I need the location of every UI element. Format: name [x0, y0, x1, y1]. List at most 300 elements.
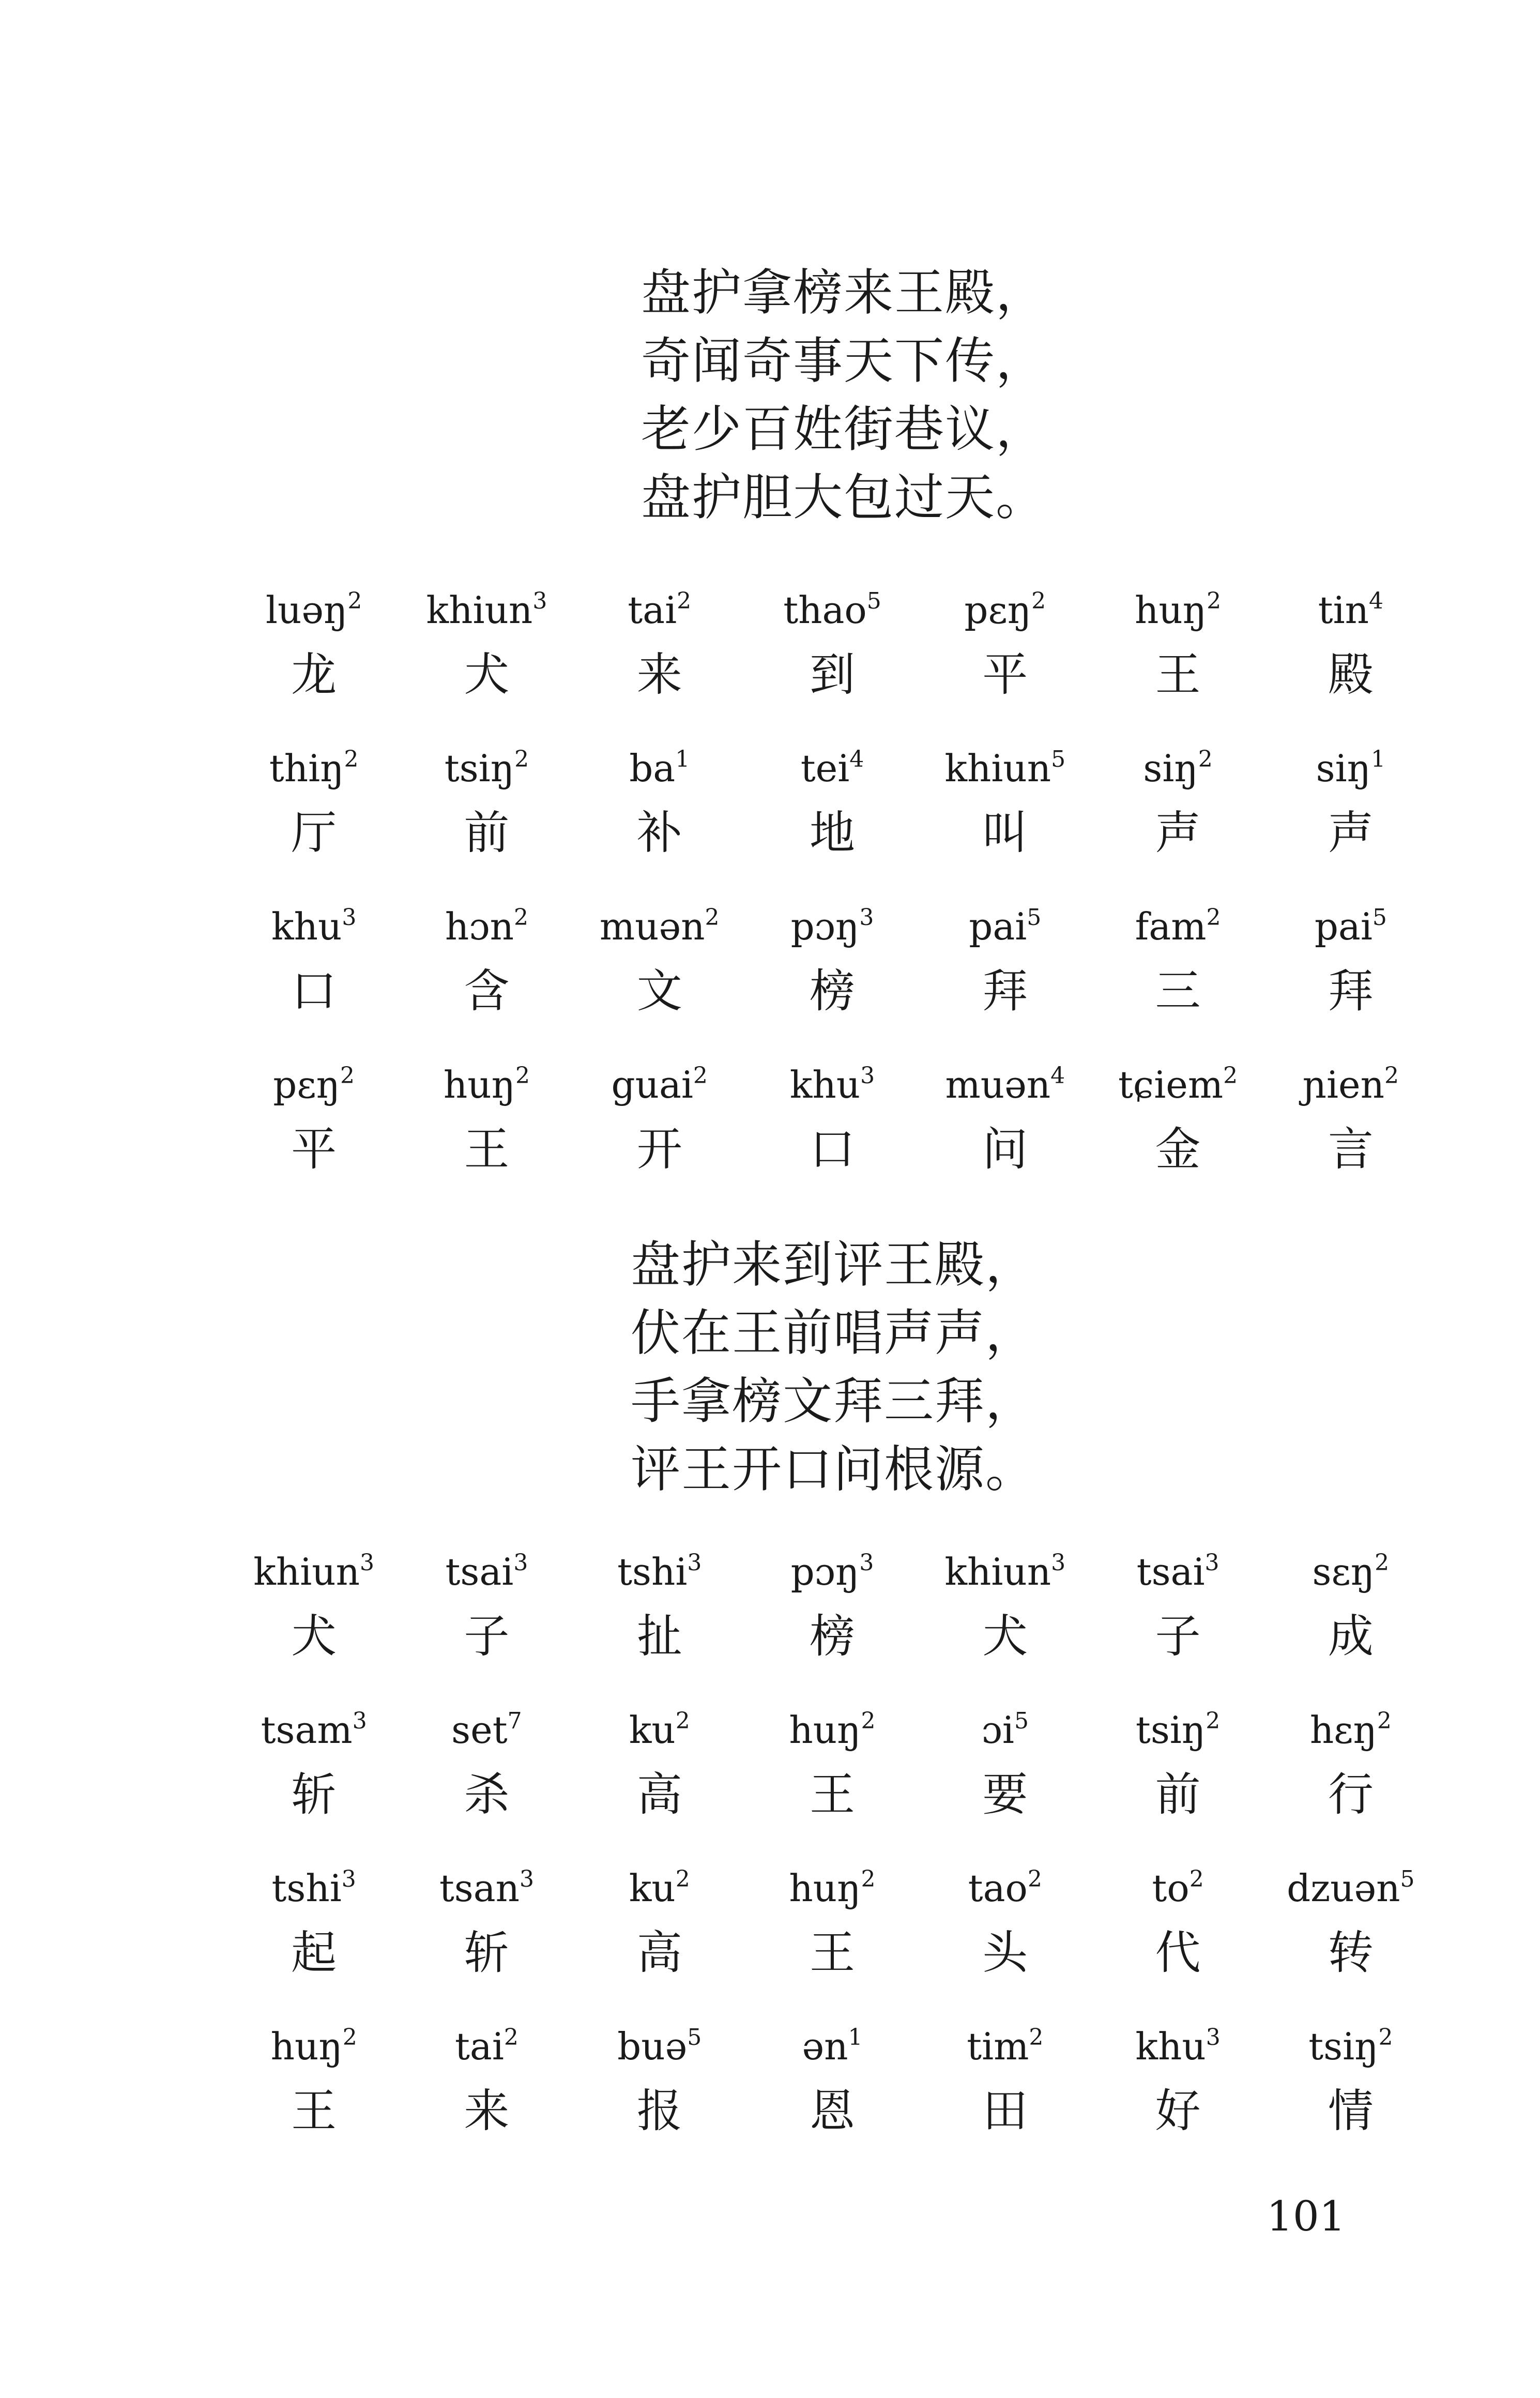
grid-cell	[919, 584, 1091, 742]
grid-cell	[227, 1862, 400, 2021]
tone-number: 3	[532, 588, 547, 614]
grid-cell	[746, 584, 919, 742]
chinese-character: 来	[636, 648, 682, 701]
grid-cell	[1091, 1704, 1264, 1862]
chinese-character: 声	[1155, 806, 1201, 859]
tone-number: 1	[1371, 746, 1386, 772]
grid-cell	[1264, 1704, 1437, 1862]
romanization-syllable: tao	[968, 1866, 1028, 1910]
grid-cell	[400, 901, 573, 1059]
romanization	[1264, 584, 1437, 636]
romanization	[227, 1059, 400, 1111]
chinese-character: 三	[1155, 964, 1201, 1018]
chinese-character: 拜	[1328, 964, 1374, 1018]
romanization-syllable: tin	[1318, 588, 1369, 632]
grid-cell	[1091, 584, 1264, 742]
grid-cell	[1264, 1546, 1437, 1704]
romanization	[1091, 742, 1264, 794]
chinese-character: 到	[809, 648, 855, 701]
chinese-character: 来	[464, 2084, 510, 2137]
romanization	[919, 1059, 1091, 1111]
tone-number: 2	[1207, 588, 1222, 614]
chinese-character: 补	[636, 806, 682, 859]
chinese-character: 王	[809, 1926, 855, 1979]
romanization-syllable: khiun	[253, 1550, 360, 1593]
chinese-character: 扯	[636, 1610, 682, 1663]
romanization	[746, 2021, 919, 2072]
tone-number: 2	[1384, 1063, 1399, 1089]
romanization	[1091, 1862, 1264, 1914]
romanization	[400, 1862, 573, 1914]
grid-cell	[227, 1704, 400, 1862]
romanization-grid-2	[227, 1546, 1437, 2179]
poem-line: 老少百姓街巷议，	[641, 400, 1046, 458]
tone-number: 1	[675, 746, 690, 772]
grid-cell	[1264, 1059, 1437, 1217]
chinese-character: 含	[464, 964, 510, 1018]
tone-number: 2	[513, 904, 528, 931]
grid-cell	[400, 1059, 573, 1217]
romanization	[919, 1704, 1091, 1756]
romanization-syllable: guai	[611, 1063, 693, 1106]
tone-number: 3	[859, 1550, 874, 1576]
tone-number: 7	[507, 1708, 522, 1734]
romanization-syllable: tai	[454, 2025, 504, 2068]
grid-row	[227, 1059, 1437, 1217]
romanization-syllable: pɔŋ	[790, 1550, 860, 1593]
poem-line: 盘护胆大包过天。	[641, 468, 1046, 526]
romanization-syllable: tsai	[445, 1550, 514, 1593]
chinese-character: 王	[291, 2084, 337, 2137]
romanization	[919, 584, 1091, 636]
romanization-syllable: ku	[629, 1708, 676, 1752]
romanization	[919, 742, 1091, 794]
tone-number: 5	[1027, 904, 1042, 931]
chinese-character: 王	[809, 1768, 855, 1821]
chinese-character: 好	[1155, 2084, 1201, 2137]
chinese-character: 平	[982, 648, 1028, 701]
tone-number: 2	[504, 2024, 519, 2051]
romanization-syllable: pɔŋ	[790, 905, 860, 948]
romanization-syllable: hɛŋ	[1309, 1708, 1377, 1752]
tone-number: 5	[1400, 1866, 1415, 1892]
chinese-character: 口	[809, 1122, 855, 1176]
romanization	[746, 901, 919, 952]
romanization	[1091, 2021, 1264, 2072]
romanization	[573, 584, 746, 636]
romanization	[227, 1862, 400, 1914]
romanization	[1264, 1704, 1437, 1756]
romanization	[919, 1546, 1091, 1598]
poem-line: 盘护拿榜来王殿，	[641, 264, 1046, 322]
romanization	[400, 742, 573, 794]
grid-cell	[400, 1862, 573, 2021]
tone-number: 2	[861, 1866, 876, 1892]
grid-cell	[1264, 742, 1437, 901]
romanization	[1091, 901, 1264, 952]
tone-number: 4	[1050, 1063, 1065, 1089]
tone-number: 2	[340, 1063, 355, 1089]
grid-cell	[227, 1546, 400, 1704]
tone-number: 2	[1377, 1708, 1392, 1734]
grid-cell	[1264, 901, 1437, 1059]
romanization	[746, 584, 919, 636]
romanization-syllable: siŋ	[1143, 747, 1198, 790]
grid-cell	[1091, 1546, 1264, 1704]
chinese-character: 厅	[291, 806, 337, 859]
chinese-character: 口	[291, 964, 337, 1018]
romanization	[1091, 1059, 1264, 1111]
tone-number: 2	[1031, 588, 1046, 614]
chinese-character: 王	[1155, 648, 1201, 701]
chinese-character: 恩	[809, 2084, 855, 2137]
grid-cell	[746, 1704, 919, 1862]
chinese-character: 子	[464, 1610, 510, 1663]
grid-cell	[919, 742, 1091, 901]
tone-number: 3	[860, 1063, 875, 1089]
romanization-syllable: luəŋ	[265, 588, 348, 632]
romanization-syllable: to	[1152, 1866, 1190, 1910]
grid-cell	[227, 901, 400, 1059]
grid-cell	[1091, 1862, 1264, 2021]
romanization-syllable: muən	[599, 905, 705, 948]
romanization	[746, 742, 919, 794]
romanization-syllable: huŋ	[443, 1063, 515, 1106]
grid-cell	[1091, 742, 1264, 901]
grid-cell	[919, 1546, 1091, 1704]
chinese-character: 前	[464, 806, 510, 859]
chinese-character: 殿	[1328, 648, 1374, 701]
grid-row	[227, 584, 1437, 742]
tone-number: 3	[342, 904, 357, 931]
romanization	[227, 1704, 400, 1756]
chinese-character: 榜	[809, 964, 855, 1018]
grid-row	[227, 1546, 1437, 1704]
romanization-syllable: tsai	[1136, 1550, 1205, 1593]
chinese-character: 犬	[291, 1610, 337, 1663]
grid-cell	[400, 742, 573, 901]
chinese-character: 榜	[809, 1610, 855, 1663]
romanization	[573, 742, 746, 794]
romanization-syllable: muən	[945, 1063, 1051, 1106]
romanization	[919, 2021, 1091, 2072]
romanization	[573, 2021, 746, 2072]
grid-cell	[227, 742, 400, 901]
tone-number: 2	[693, 1063, 708, 1089]
poem-line: 奇闻奇事天下传，	[641, 332, 1046, 390]
grid-cell	[1091, 1059, 1264, 1217]
romanization-syllable: khiun	[944, 747, 1051, 790]
grid-cell	[746, 901, 919, 1059]
tone-number: 2	[861, 1708, 876, 1734]
romanization-syllable: tshi	[271, 1866, 342, 1910]
grid-cell	[1091, 2021, 1264, 2179]
romanization-syllable: tsam	[261, 1708, 353, 1752]
chinese-character: 金	[1155, 1122, 1201, 1176]
tone-number: 3	[1051, 1550, 1066, 1576]
romanization	[573, 901, 746, 952]
grid-row	[227, 901, 1437, 1059]
grid-cell	[227, 1059, 400, 1217]
grid-cell	[746, 2021, 919, 2179]
grid-cell	[400, 584, 573, 742]
grid-row	[227, 1862, 1437, 2021]
romanization	[227, 2021, 400, 2072]
romanization-syllable: khu	[271, 905, 342, 948]
grid-cell	[919, 1862, 1091, 2021]
grid-cell	[746, 1862, 919, 2021]
romanization	[1264, 901, 1437, 952]
romanization-syllable: huŋ	[789, 1866, 861, 1910]
romanization	[227, 742, 400, 794]
tone-number: 5	[866, 588, 881, 614]
romanization-syllable: pai	[1314, 905, 1373, 948]
chinese-character: 杀	[464, 1768, 510, 1821]
romanization	[1264, 1546, 1437, 1598]
chinese-character: 王	[464, 1122, 510, 1176]
chinese-character: 叫	[982, 806, 1028, 859]
romanization-syllable: khiun	[944, 1550, 1051, 1593]
romanization	[227, 1546, 400, 1598]
tone-number: 2	[1027, 1866, 1042, 1892]
romanization	[1264, 1862, 1437, 1914]
poem-line: 盘护来到评王殿，	[631, 1236, 1036, 1294]
tone-number: 3	[1204, 1550, 1219, 1576]
grid-cell	[227, 584, 400, 742]
tone-number: 3	[352, 1708, 367, 1734]
tone-number: 4	[849, 746, 864, 772]
romanization-grid-1	[227, 584, 1437, 1217]
romanization-syllable: tsiŋ	[1135, 1708, 1206, 1752]
grid-cell	[746, 1546, 919, 1704]
romanization	[400, 901, 573, 952]
grid-cell	[573, 901, 746, 1059]
tone-number: 3	[687, 1550, 702, 1576]
romanization-syllable: tsan	[439, 1866, 520, 1910]
chinese-character: 代	[1155, 1926, 1201, 1979]
grid-cell	[400, 1704, 573, 1862]
grid-cell	[573, 742, 746, 901]
grid-cell	[746, 742, 919, 901]
romanization	[400, 2021, 573, 2072]
chinese-character: 子	[1155, 1610, 1201, 1663]
chinese-character: 转	[1328, 1926, 1374, 1979]
romanization	[400, 1704, 573, 1756]
chinese-character: 田	[982, 2084, 1028, 2137]
grid-cell	[573, 2021, 746, 2179]
grid-row	[227, 1704, 1437, 1862]
grid-cell	[1264, 584, 1437, 742]
grid-cell	[573, 1862, 746, 2021]
romanization-syllable: huŋ	[1135, 588, 1207, 632]
romanization-syllable: tsiŋ	[444, 747, 515, 790]
grid-cell	[227, 2021, 400, 2179]
romanization-syllable: huŋ	[789, 1708, 861, 1752]
tone-number: 5	[1051, 746, 1066, 772]
tone-number: 3	[513, 1550, 528, 1576]
romanization	[573, 1059, 746, 1111]
romanization-syllable: buə	[617, 2025, 688, 2068]
chinese-character: 平	[291, 1122, 337, 1176]
tone-number: 2	[1189, 1866, 1204, 1892]
chinese-character: 斩	[464, 1926, 510, 1979]
tone-number: 2	[675, 1866, 690, 1892]
chinese-character: 问	[982, 1122, 1028, 1176]
chinese-character: 报	[636, 2084, 682, 2137]
romanization	[1264, 742, 1437, 794]
grid-cell	[573, 584, 746, 742]
tone-number: 2	[1223, 1063, 1238, 1089]
tone-number: 2	[1029, 2024, 1044, 2051]
grid-cell	[1091, 901, 1264, 1059]
romanization	[400, 1546, 573, 1598]
chinese-character: 高	[636, 1768, 682, 1821]
chinese-character: 成	[1328, 1610, 1374, 1663]
tone-number: 3	[859, 904, 874, 931]
tone-number: 2	[705, 904, 720, 931]
romanization-syllable: thao	[783, 588, 867, 632]
chinese-character: 头	[982, 1926, 1028, 1979]
romanization-syllable: set	[451, 1708, 508, 1752]
chinese-character: 犬	[464, 648, 510, 701]
grid-cell	[573, 1059, 746, 1217]
grid-cell	[746, 1059, 919, 1217]
romanization-syllable: huŋ	[270, 2025, 343, 2068]
poem-line: 伏在王前唱声声，	[631, 1304, 1036, 1362]
romanization	[1264, 2021, 1437, 2072]
poem-line: 手拿榜文拜三拜，	[631, 1372, 1036, 1430]
chinese-character: 起	[291, 1926, 337, 1979]
tone-number: 2	[1198, 746, 1213, 772]
chinese-character: 犬	[982, 1610, 1028, 1663]
tone-number: 2	[342, 2024, 357, 2051]
chinese-character: 前	[1155, 1768, 1201, 1821]
romanization-syllable: tim	[967, 2025, 1029, 2068]
chinese-character: 龙	[291, 648, 337, 701]
grid-cell	[1264, 1862, 1437, 2021]
grid-row	[227, 2021, 1437, 2179]
romanization	[400, 584, 573, 636]
romanization-syllable: siŋ	[1316, 747, 1371, 790]
romanization-syllable: ku	[629, 1866, 676, 1910]
romanization	[746, 1704, 919, 1756]
tone-number: 2	[1206, 1708, 1221, 1734]
romanization	[227, 901, 400, 952]
chinese-character: 斩	[291, 1768, 337, 1821]
romanization-syllable: fam	[1135, 905, 1207, 948]
tone-number: 3	[1206, 2024, 1221, 2051]
romanization	[573, 1704, 746, 1756]
tone-number: 2	[347, 588, 362, 614]
romanization-syllable: tai	[628, 588, 677, 632]
tone-number: 2	[1375, 1550, 1390, 1576]
romanization-syllable: khu	[1135, 2025, 1206, 2068]
grid-row	[227, 742, 1437, 901]
romanization	[746, 1546, 919, 1598]
romanization-syllable: sɛŋ	[1312, 1550, 1375, 1593]
romanization-syllable: tsiŋ	[1308, 2025, 1379, 2068]
romanization-syllable: pai	[969, 905, 1027, 948]
romanization	[573, 1862, 746, 1914]
romanization-syllable: ən	[802, 2025, 848, 2068]
romanization-syllable: ba	[629, 747, 676, 790]
tone-number: 5	[1014, 1708, 1029, 1734]
romanization	[1091, 1704, 1264, 1756]
tone-number: 1	[848, 2024, 863, 2051]
romanization	[1091, 1546, 1264, 1598]
romanization	[227, 584, 400, 636]
romanization-syllable: dzuən	[1287, 1866, 1400, 1910]
grid-cell	[573, 1546, 746, 1704]
romanization-syllable: khiun	[426, 588, 533, 632]
tone-number: 3	[360, 1550, 375, 1576]
poem-line: 评王开口问根源。	[631, 1440, 1036, 1498]
grid-cell	[1264, 2021, 1437, 2179]
chinese-character: 声	[1328, 806, 1374, 859]
tone-number: 2	[675, 1708, 690, 1734]
tone-number: 4	[1369, 588, 1384, 614]
tone-number: 5	[1372, 904, 1387, 931]
romanization	[919, 901, 1091, 952]
tone-number: 3	[520, 1866, 535, 1892]
romanization	[919, 1862, 1091, 1914]
romanization	[1264, 1059, 1437, 1111]
grid-cell	[919, 2021, 1091, 2179]
romanization-syllable: tei	[800, 747, 850, 790]
romanization	[746, 1862, 919, 1914]
romanization-syllable: ɔi	[981, 1708, 1014, 1752]
poem-stanza-1	[641, 259, 1046, 532]
chinese-character: 行	[1328, 1768, 1374, 1821]
chinese-character: 文	[636, 964, 682, 1018]
chinese-character: 言	[1328, 1122, 1374, 1176]
grid-cell	[919, 1704, 1091, 1862]
tone-number: 2	[677, 588, 692, 614]
romanization-syllable: pɛŋ	[273, 1063, 341, 1106]
grid-cell	[919, 901, 1091, 1059]
grid-cell	[919, 1059, 1091, 1217]
romanization	[573, 1546, 746, 1598]
tone-number: 2	[1206, 904, 1221, 931]
romanization-syllable: hɔn	[445, 905, 514, 948]
romanization	[1091, 584, 1264, 636]
romanization-syllable: tshi	[617, 1550, 688, 1593]
poem-stanza-2	[631, 1231, 1036, 1504]
romanization	[746, 1059, 919, 1111]
page-number: 101	[1267, 2192, 1346, 2240]
romanization-syllable: khu	[789, 1063, 861, 1106]
tone-number: 5	[687, 2024, 702, 2051]
chinese-character: 拜	[982, 964, 1028, 1018]
tone-number: 3	[341, 1866, 356, 1892]
romanization-syllable: pɛŋ	[964, 588, 1032, 632]
grid-cell	[573, 1704, 746, 1862]
chinese-character: 要	[982, 1768, 1028, 1821]
tone-number: 2	[514, 746, 529, 772]
grid-cell	[400, 1546, 573, 1704]
romanization-syllable: tɕiem	[1118, 1063, 1224, 1106]
tone-number: 2	[515, 1063, 530, 1089]
chinese-character: 地	[809, 806, 855, 859]
tone-number: 2	[1378, 2024, 1393, 2051]
tone-number: 2	[344, 746, 359, 772]
chinese-character: 高	[636, 1926, 682, 1979]
romanization	[400, 1059, 573, 1111]
romanization-syllable: ɲien	[1302, 1063, 1385, 1106]
chinese-character: 情	[1328, 2084, 1374, 2137]
romanization-syllable: thiŋ	[269, 747, 344, 790]
grid-cell	[400, 2021, 573, 2179]
